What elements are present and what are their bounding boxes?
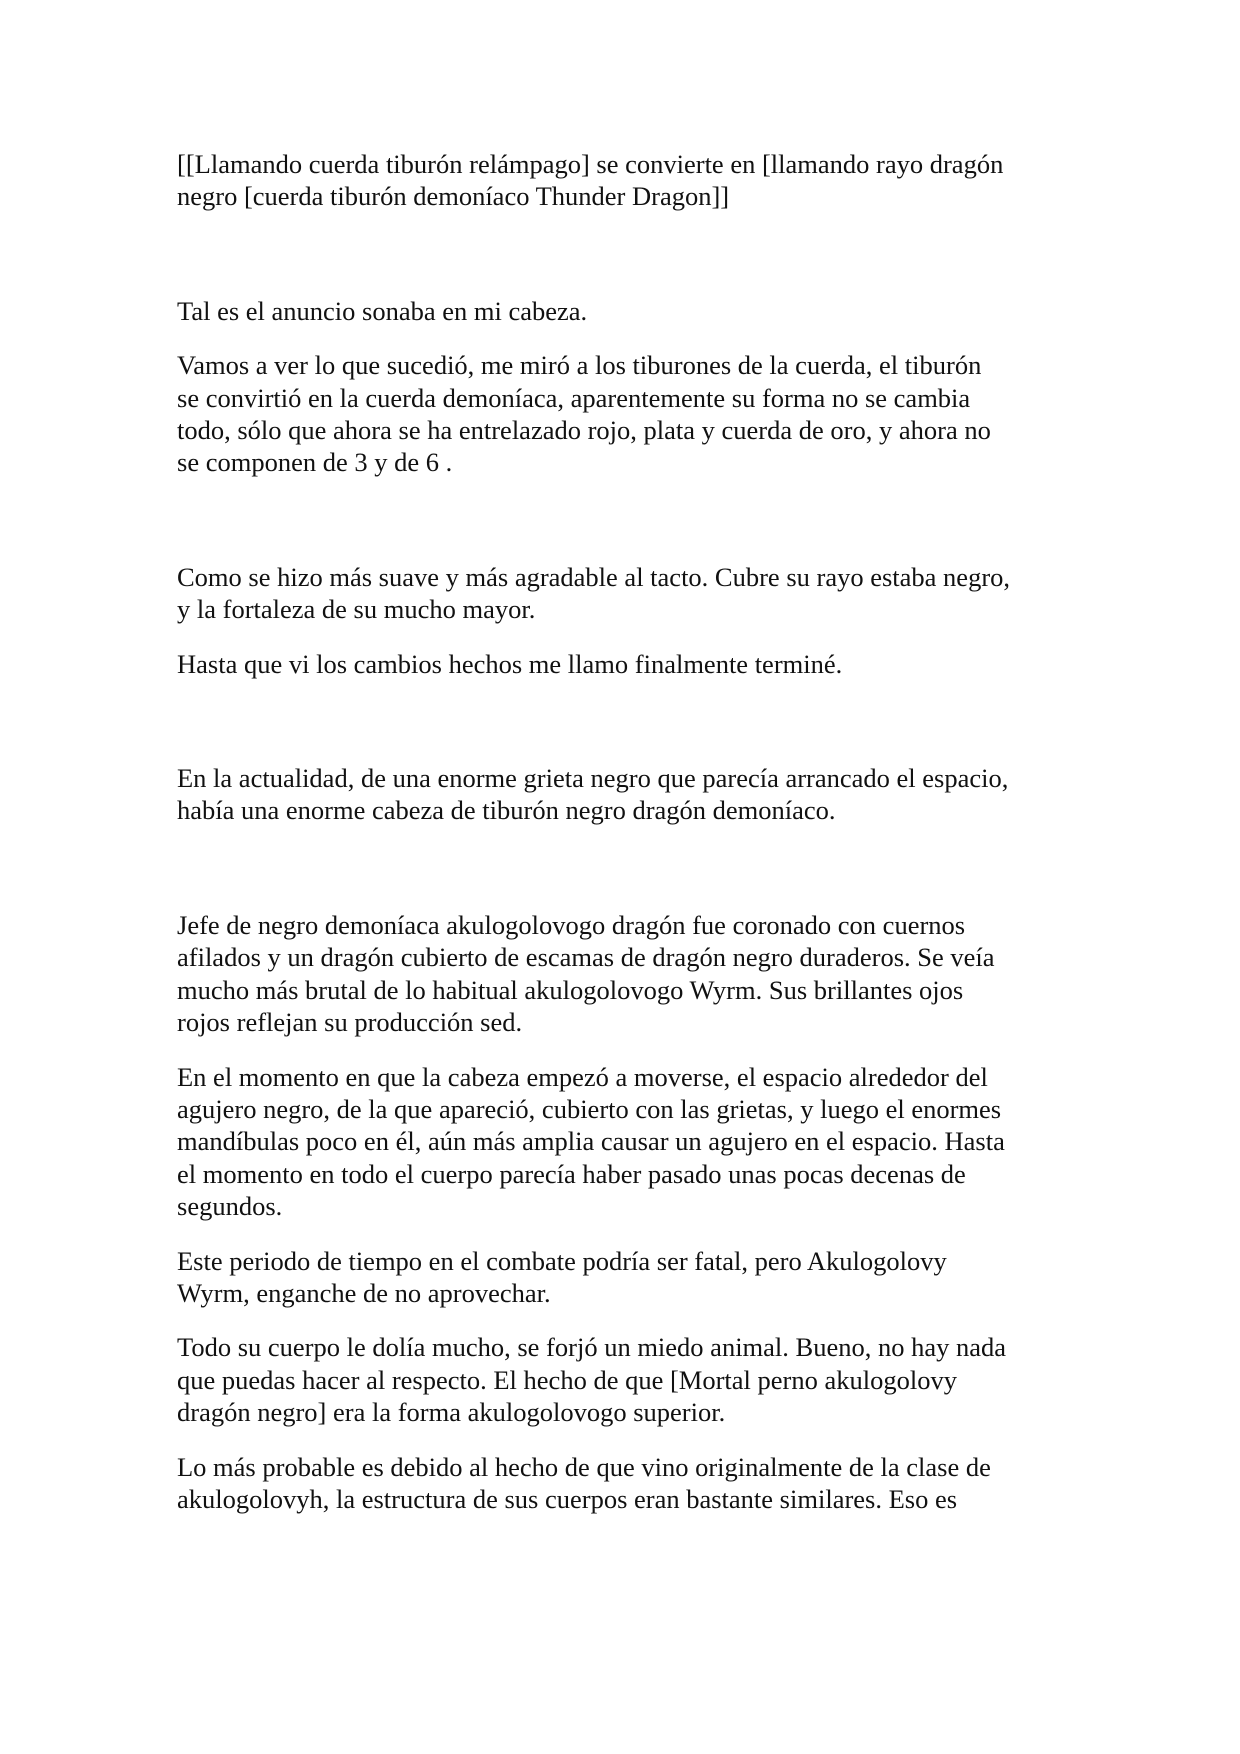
text-line: En el momento en que la cabeza empezó a moverse, el espacio alrededor del [177,1061,988,1092]
text-line: agujero negro, de la que apareció, cubierto con las grietas, y luego el enormes [177,1093,1002,1124]
text-line: que puedas hacer al respecto. El hecho de que [Mortal perno akulogolovy [177,1364,957,1395]
text-line: afilados y un dragón cubierto de escamas de dragón negro duraderos. Se veía [177,942,995,973]
text-line: dragón negro] era la forma akulogolovogo superior. [177,1397,726,1428]
paragraph [177,1451,1077,1516]
text-line: se convirtió en la cuerda demoníaca, aparentemente su forma no se cambia [177,382,971,413]
text-line: Como se hizo más suave y más agradable al tacto. Cubre su rayo estaba negro, [177,561,1011,592]
text-line: todo, sólo que ahora se ha entrelazado rojo, plata y cuerda de oro, y ahora no [177,415,991,446]
text-line: En la actualidad, de una enorme grieta negro que parecía arrancado el espacio, [177,763,1009,794]
text-line: Wyrm, enganche de no aprovechar. [177,1277,551,1308]
text-line: Vamos a ver lo que sucedió, me miró a los tiburones de la cuerda, el tiburón [177,350,982,381]
text-line: el momento en todo el cuerpo parecía haber pasado unas pocas decenas de [177,1158,966,1189]
paragraph [177,295,1077,327]
paragraph [177,1061,1077,1223]
body-text [177,148,1077,1515]
text-line: Hasta que vi los cambios hechos me llamo finalmente terminé. [177,648,843,679]
text-line: Todo su cuerpo le dolía mucho, se forjó un miedo animal. Bueno, no hay nada [177,1332,1007,1363]
text-line: [[Llamando cuerda tiburón relámpago] se convierte en [llamando rayo dragón [177,149,1004,179]
text-line: se componen de 3 y de 6 . [177,447,453,478]
text-line: Lo más probable es debido al hecho de que vino originalmente de la clase de [177,1451,991,1482]
paragraph [177,1245,1077,1310]
paragraph [177,762,1077,827]
text-line: negro [cuerda tiburón demoníaco Thunder Dragon]] [177,181,730,212]
text-line: y la fortaleza de su mucho mayor. [177,594,536,625]
text-line: akulogolovyh, la estructura de sus cuerpos eran bastante similares. Eso es [177,1483,958,1514]
text-line: había una enorme cabeza de tiburón negro dragón demoníaco. [177,795,836,826]
text-line: Jefe de negro demoníaca akulogolovogo dragón fue coronado con cuernos [177,909,966,940]
paragraph-announcement-bracket [177,148,1077,213]
text-line: mandíbulas poco en él, aún más amplia causar un agujero en el espacio. Hasta [177,1126,1005,1157]
paragraph [177,1331,1077,1428]
paragraph [177,349,1077,479]
paragraph [177,561,1077,626]
text-line: segundos. [177,1191,283,1222]
paragraph [177,909,1077,1039]
text-line: rojos reflejan su producción sed. [177,1007,523,1038]
text-line: Este periodo de tiempo en el combate podría ser fatal, pero Akulogolovy [177,1245,947,1276]
text-line: Tal es el anuncio sonaba en mi cabeza. [177,295,588,326]
paragraph [177,648,1077,680]
text-line: mucho más brutal de lo habitual akulogolovogo Wyrm. Sus brillantes ojos [177,974,964,1005]
